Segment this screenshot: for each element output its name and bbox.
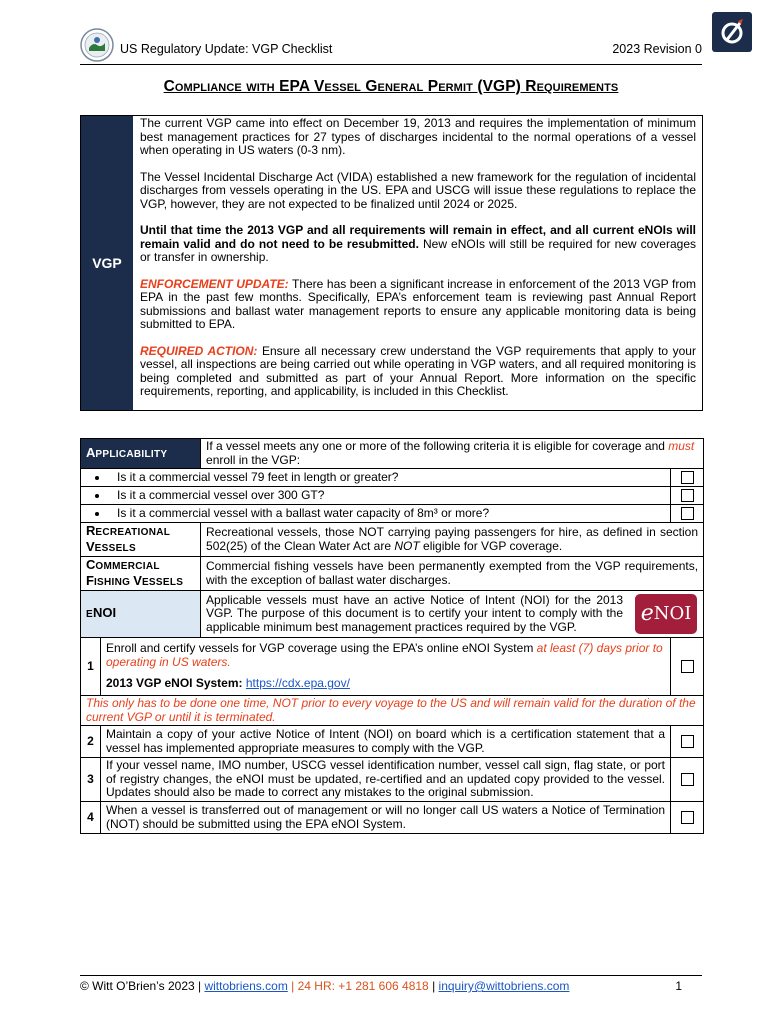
criteria-checkbox[interactable]: [671, 505, 704, 523]
vgp-paragraph: [140, 224, 696, 265]
enoi-system-link[interactable]: https://cdx.epa.gov/: [245, 676, 350, 691]
epa-seal-icon: [80, 28, 114, 62]
footer-email-link[interactable]: inquiry@wittobriens.com: [438, 979, 570, 993]
vgp-bold-statement: Until that time the 2013 VGP and all requirements will remain in effect, and all current eNOIs will remain valid and do not need to be resubmitted.: [140, 223, 696, 251]
vgp-side-label: VGP: [81, 116, 133, 410]
step-checkbox[interactable]: [671, 758, 704, 802]
page-number: 1: [675, 979, 682, 993]
vgp-paragraph: [140, 278, 696, 332]
bullet-icon: [95, 494, 99, 498]
step-row: [81, 802, 704, 834]
step-row: [81, 726, 704, 758]
footer-hotline: 24 HR: +1 281 606 4818: [297, 979, 429, 993]
vgp-paragraph: The Vessel Incidental Discharge Act (VIDA) established a new framework for the regulation of incidental discharges from vessels operating in the US. EPA and USCG will issue these regulations to replace the VGP, however, they are not expected to be finalized until 2024 or 2025.: [140, 169, 696, 211]
recreational-text: Recreational vessels, those NOT carrying paying passengers for hire, as defined in section 502(25) of the Clean Water Act are NOT eligible for VGP coverage.: [201, 523, 704, 557]
bullet-icon: [95, 476, 99, 480]
applicability-label: APPLICABILITY: [81, 439, 201, 469]
criteria-row: [81, 487, 704, 505]
bullet-icon: [95, 512, 99, 516]
page-footer: [80, 975, 702, 993]
vgp-paragraph: The current VGP came into effect on December 19, 2013 and requires the implementation of minimum best management practices for 27 types of discharges incidental to the normal operations of a vessel when operating in US waters (0-3 nm).: [140, 116, 696, 157]
checkbox-icon[interactable]: [681, 773, 694, 786]
footer-separator: |: [428, 979, 439, 993]
step-row: [81, 758, 704, 802]
recreational-row: [81, 523, 704, 557]
vgp-paragraph-rest: New eNOIs will still be required for new coverages or transfer in ownership.: [140, 236, 696, 264]
vgp-paragraph: [140, 345, 696, 399]
header-title: US Regulatory Update: VGP Checklist: [120, 42, 333, 56]
checklist-table: [80, 438, 704, 834]
vgp-info-box: [80, 115, 703, 411]
step-checkbox[interactable]: [671, 802, 704, 834]
footer-separator: |: [287, 979, 298, 993]
step-checkbox[interactable]: [671, 726, 704, 758]
one-time-note: This only has to be done one time, NOT prior to every voyage to the US and will remain valid for the duration of the current VGP or until it is terminated.: [81, 696, 704, 726]
page-title: [80, 78, 702, 96]
applicability-intro: If a vessel meets any one or more of the following criteria it is eligible for coverage and must enroll in the VGP:: [201, 439, 704, 469]
enoi-label: ENOI: [81, 591, 201, 638]
criteria-row: [81, 469, 704, 487]
enoi-text-cell: [201, 591, 704, 638]
vgp-paragraph-rest: There has been a significant increase in enforcement of the 2013 VGP from EPA in the past few months. Specifically, EPA’s enforcement team is reviewing past Annual Report submissions and ballast water management reports to ensure any applicable monitoring data is being submitted to EPA.: [140, 276, 696, 331]
page-title-text: Compliance with EPA Vessel General Permit (VGP) Requirements: [163, 78, 619, 95]
step-text: Maintain a copy of your active Notice of Intent (NOI) on board which is a certification statement that a vessel has implemented appropriate measures to comply with the VGP.: [101, 726, 671, 758]
header-revision: 2023 Revision 0: [612, 42, 702, 56]
step-number: 2: [81, 726, 101, 758]
enoi-logo-icon: e NOI: [635, 594, 697, 634]
commercial-fishing-text: Commercial fishing vessels have been permanently exempted from the VGP requirements, with the exception of ballast water discharges.: [201, 557, 704, 591]
step-row: [81, 638, 704, 696]
step-number: 3: [81, 758, 101, 802]
checkbox-icon[interactable]: [681, 735, 694, 748]
step-number: 1: [81, 638, 101, 696]
page-header: [80, 28, 702, 65]
note-row: [81, 696, 704, 726]
step-text: Enroll and certify vessels for VGP coverage using the EPA’s online eNOI System at least (7) days prior to operating in US waters. 2013 VGP eNOI System: https://cdx.epa.gov/: [101, 638, 671, 696]
checkbox-icon[interactable]: [681, 660, 694, 673]
criteria-item: Is it a commercial vessel over 300 GT?: [81, 487, 671, 505]
step-text: When a vessel is transferred out of management or will no longer call US waters a Notice of Termination (NOT) should be submitted using the EPA eNOI System.: [101, 802, 671, 834]
enforcement-update-label: ENFORCEMENT UPDATE:: [140, 276, 289, 291]
checkbox-icon[interactable]: [681, 489, 694, 502]
step-number: 4: [81, 802, 101, 834]
checkbox-icon[interactable]: [681, 471, 694, 484]
step-checkbox[interactable]: [671, 638, 704, 696]
criteria-checkbox[interactable]: [671, 469, 704, 487]
commercial-fishing-row: [81, 557, 704, 591]
witt-obriens-logo-icon: [712, 12, 752, 52]
commercial-fishing-label: COMMERCIAL FISHING VESSELS: [81, 557, 201, 591]
applicability-row: [81, 439, 704, 469]
vgp-text: [140, 117, 696, 412]
required-action-label: REQUIRED ACTION:: [140, 343, 258, 358]
enoi-row: [81, 591, 704, 638]
enoi-text: Applicable vessels must have an active Notice of Intent (NOI) for the 2013 VGP. The purpose of this document is to certify your intent to comply with the applicable minimum best management practices required by the VGP.: [206, 592, 624, 634]
step-text: If your vessel name, IMO number, USCG vessel identification number, vessel call sign, flag state, or port of registry changes, the eNOI must be updated, re-certified and an updated copy provided to the vessel. Updates should also be made to correct any mistakes to the original submission.: [101, 758, 671, 802]
footer-copyright: © Witt O’Brien’s 2023 |: [80, 979, 205, 993]
criteria-item: Is it a commercial vessel with a ballast water capacity of 8m³ or more?: [81, 505, 671, 523]
vgp-paragraph-rest: Ensure all necessary crew understand the VGP requirements that apply to your vessel, all inspections are being carried out while operating in VGP waters, and all required monitoring is being completed and submitted as part of your Annual Report. More information on the specific requirements, reporting, and applicability, is included in this Checklist.: [140, 343, 696, 398]
criteria-checkbox[interactable]: [671, 487, 704, 505]
criteria-item: Is it a commercial vessel 79 feet in length or greater?: [81, 469, 671, 487]
checkbox-icon[interactable]: [681, 507, 694, 520]
criteria-row: [81, 505, 704, 523]
enoi-system-label: 2013 VGP eNOI System:: [106, 676, 243, 691]
checkbox-icon[interactable]: [681, 811, 694, 824]
footer-site-link[interactable]: wittobriens.com: [204, 979, 288, 993]
recreational-label: RECREATIONAL VESSELS: [81, 523, 201, 557]
